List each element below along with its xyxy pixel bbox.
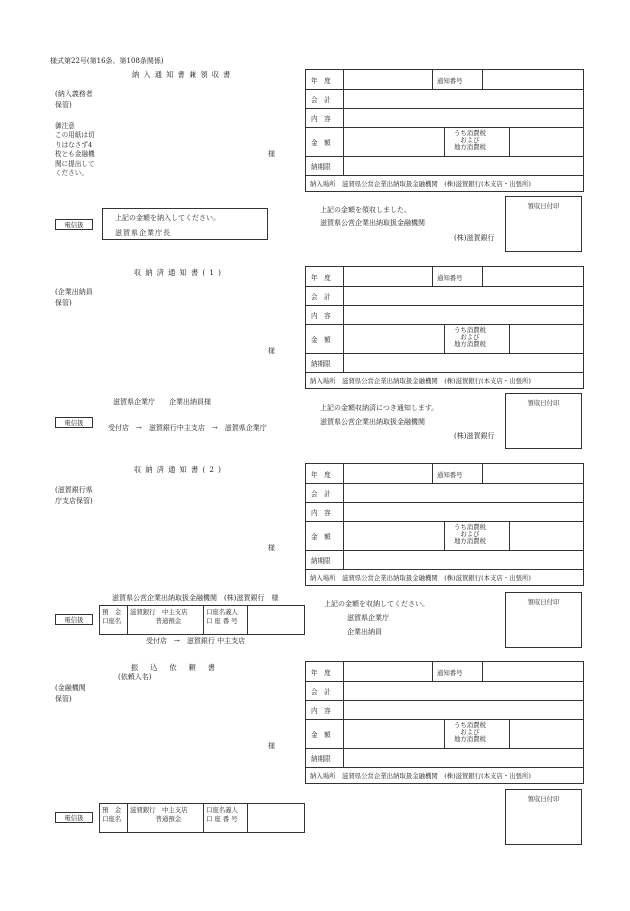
bank-institution: 滋賀県公営企業出納取扱金融機関 <box>320 418 425 426</box>
bank-name: (株)滋賀銀行 <box>454 234 495 242</box>
content-label: 内 容 <box>306 503 344 521</box>
account-label: 会 計 <box>306 90 344 108</box>
tax-label: うち消費税 および 地方消費税 <box>454 721 486 743</box>
amount-label: 金 額 <box>306 720 344 748</box>
addressee: 滋賀県公営企業出納取扱金融機関 (株)滋賀銀行 様 <box>112 594 279 602</box>
info-table <box>305 463 584 586</box>
notice-number-label: 通知番号 <box>437 274 463 282</box>
account-label: 会 計 <box>306 682 344 700</box>
payment-place: 納入場所 滋賀県公営企業出納取扱金融機関 (株)滋賀銀行(本支店・出張所) <box>310 377 531 385</box>
telegraphic-transfer-button[interactable]: 電信扱 <box>55 812 93 823</box>
telegraphic-transfer-button[interactable]: 電信扱 <box>55 417 93 428</box>
payment-request-text: 上記の金額を納入してください。 <box>115 214 220 222</box>
sama-honorific: 様 <box>268 150 275 158</box>
bank-name: (株)滋賀銀行 <box>454 432 495 440</box>
receipt-date-stamp-box: 領収日付印 <box>505 592 582 648</box>
tax-label: うち消費税 および 地方消費税 <box>454 129 486 151</box>
amount-label: 金 額 <box>306 128 344 156</box>
notice-number-label: 通知番号 <box>437 669 463 677</box>
form-title: 振込依頼書 <box>131 663 227 672</box>
notice-number-field[interactable] <box>483 662 583 681</box>
content-label: 内 容 <box>306 701 344 719</box>
addressee: 滋賀県企業庁 企業出納員様 <box>113 398 211 406</box>
telegraphic-transfer-button[interactable]: 電信扱 <box>55 219 93 230</box>
receipt-date-stamp-box: 領収日付印 <box>505 393 582 449</box>
bank-branch-cell: 滋賀銀行 中主支店 普通預金 <box>128 606 204 634</box>
holder-note: (金融機関 保管) <box>55 684 86 703</box>
account-number-field[interactable] <box>249 804 304 832</box>
holder-note: (滋賀銀行県 庁支店保管) <box>55 486 93 505</box>
payment-place: 納入場所 滋賀県公営企業出納取扱金融機関 (株)滋賀銀行(本支店・出張所) <box>310 772 531 780</box>
requester-name-label: (依頼人名) <box>118 673 152 681</box>
amount-label: 金 額 <box>306 522 344 550</box>
holder-note: (企業出納員 保管) <box>55 288 93 307</box>
routing-path: 受付店 → 滋賀銀行中主支店 → 滋賀県企業庁 <box>108 424 267 432</box>
payment-place: 納入場所 滋賀県公営企業出納取扱金融機関 (株)滋賀銀行(本支店・出張所) <box>310 574 531 582</box>
routing-path: 受付店 → 滋賀銀行 中主支店 <box>146 637 246 645</box>
year-label: 年 度 <box>306 267 344 286</box>
account-number-field[interactable] <box>249 606 304 634</box>
holder-note: (納入義務者 保管) <box>55 90 93 109</box>
receipt-text: 上記の金額を収納してください。 <box>324 600 429 608</box>
caution-note: 御注意 この用紙は切 りはなさず4 枚とも金融機 関に提出して ください。 <box>55 122 95 178</box>
tax-label: うち消費税 および 地方消費税 <box>454 523 486 545</box>
content-label: 内 容 <box>306 306 344 324</box>
notice-number-field[interactable] <box>483 464 583 483</box>
info-table <box>305 69 584 192</box>
tax-label: うち消費税 および 地方消費税 <box>454 326 486 348</box>
due-date-label: 納期限 <box>306 157 344 175</box>
account-info-box <box>99 605 305 635</box>
form-title: 納入通知書兼領収書 <box>132 70 235 79</box>
receipt-date-stamp-box: 領収日付印 <box>505 789 582 845</box>
receipt-text: 上記の金額収納済につき通知します。 <box>320 404 439 412</box>
account-label: 会 計 <box>306 287 344 305</box>
enterprise-agency: 滋賀県企業庁 <box>347 614 389 622</box>
sama-honorific: 様 <box>268 544 275 552</box>
payment-place: 納入場所 滋賀県公営企業出納取扱金融機関 (株)滋賀銀行(本支店・出張所) <box>310 180 531 188</box>
year-label: 年 度 <box>306 464 344 483</box>
form-title: 収納済通知書(1) <box>134 268 226 277</box>
year-label: 年 度 <box>306 662 344 681</box>
telegraphic-transfer-button[interactable]: 電信扱 <box>55 614 93 625</box>
form-number: 様式第22号(第16条、第108条関係) <box>50 57 164 65</box>
info-table <box>305 266 584 389</box>
account-info-box <box>99 803 305 833</box>
account-label-cell: 預 金 口座名 <box>100 606 128 634</box>
notice-number-label: 通知番号 <box>437 77 463 85</box>
sama-honorific: 様 <box>268 347 275 355</box>
bank-institution: 滋賀県公営企業出納取扱金融機関 <box>320 219 425 227</box>
account-label-cell: 預 金 口座名 <box>100 804 128 832</box>
due-date-label: 納期限 <box>306 749 344 767</box>
year-label: 年 度 <box>306 70 344 89</box>
account-holder-cell: 口座名義人 口 座 番 号 <box>204 804 248 832</box>
enterprise-cashier: 企業出納員 <box>347 628 382 636</box>
notice-number-field[interactable] <box>483 70 583 89</box>
info-table <box>305 661 584 784</box>
due-date-label: 納期限 <box>306 551 344 569</box>
issuer-name: 滋賀県企業庁長 <box>115 229 171 237</box>
bank-branch-cell: 滋賀銀行 中主支店 普通預金 <box>128 804 204 832</box>
sama-honorific: 様 <box>268 742 275 750</box>
account-label: 会 計 <box>306 484 344 502</box>
account-holder-cell: 口座名義人 口 座 番 号 <box>204 606 248 634</box>
content-label: 内 容 <box>306 109 344 127</box>
receipt-date-stamp-box: 領収日付印 <box>505 196 582 252</box>
amount-label: 金 額 <box>306 325 344 353</box>
receipt-text: 上記の金額を領収しました。 <box>320 206 411 214</box>
notice-number-label: 通知番号 <box>437 471 463 479</box>
form-title: 収納済通知書(2) <box>134 465 226 474</box>
payment-request-box <box>102 208 268 240</box>
due-date-label: 納期限 <box>306 354 344 372</box>
notice-number-field[interactable] <box>483 267 583 286</box>
